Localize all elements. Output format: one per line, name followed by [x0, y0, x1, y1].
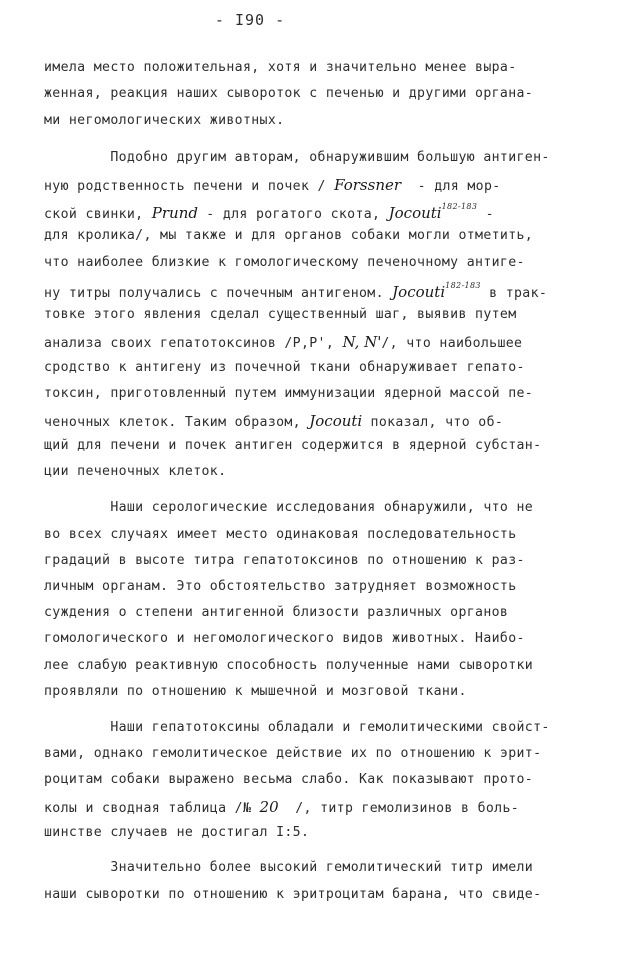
handwritten-insert: Jocouti: [388, 204, 442, 222]
text-line: шинстве случаев не достигал I:5.: [44, 825, 310, 840]
text-line: Наши гепатотоксины обладали и гемолитическими свойст-: [44, 720, 550, 735]
text-line: для кролика/, мы также и для органов собаки могли отметить,: [44, 228, 534, 243]
handwritten-insert: 20: [259, 798, 279, 816]
text-line: Наши серологические исследования обнаружили, что не: [44, 500, 534, 515]
text-line: [44, 176, 501, 194]
handwritten-insert: Jocouti: [392, 283, 446, 301]
text-line: суждения о степени антигенной близости различных органов: [44, 605, 509, 620]
handwritten-insert: N, N': [342, 333, 382, 351]
text-line: что наиболее близкие к гомологическому печеночному антиге-: [44, 255, 525, 270]
text-fragment: ской свинки,: [44, 207, 152, 222]
page-number: - I90 -: [214, 11, 286, 29]
text-fragment: - для рогатого скота,: [197, 207, 389, 222]
text-fragment: колы и сводная таблица /№: [44, 801, 260, 816]
text-fragment: ченочных клеток. Таким образом,: [44, 415, 310, 430]
text-line: сродство к антигену из почечной ткани обнаруживает гепато-: [44, 360, 525, 375]
text-fragment: - для мор-: [401, 179, 501, 194]
text-line: лее слабую реактивную способность полученные нами сыворотки: [44, 658, 534, 673]
text-line: [44, 333, 522, 351]
text-line: Подобно другим авторам, обнаружившим большую антиген-: [44, 150, 550, 165]
text-fragment: ную родственность печени и почек /: [44, 179, 335, 194]
text-line: личным органам. Это обстоятельство затрудняет возможность: [44, 579, 517, 594]
text-line: [44, 202, 494, 222]
text-line: щий для печени и почек антиген содержится в ядерной субстан-: [44, 438, 542, 453]
text-fragment: анализа своих гепатотоксинов /Р,Р',: [44, 336, 343, 351]
text-line: ции печеночных клеток.: [44, 464, 227, 479]
text-line: ми негомологических животных.: [44, 113, 285, 128]
text-line: товке этого явления сделал существенный шаг, выявив путем: [44, 307, 517, 322]
text-fragment: ну титры получались с почечным антигеном.: [44, 286, 393, 301]
text-line: имела место положительная, хотя и значительно менее выра-: [44, 60, 517, 75]
text-fragment: в трак-: [480, 286, 548, 301]
text-line: токсин, приготовленный путем иммунизации ядерной массой пе-: [44, 386, 534, 401]
text-fragment: показал, что об-: [362, 415, 504, 430]
text-line: гомологического и негомологического видов животных. Наибо-: [44, 631, 525, 646]
handwritten-insert: Jocouti: [309, 412, 363, 430]
text-line: [44, 281, 547, 301]
handwritten-insert: Forssner: [334, 176, 402, 194]
text-fragment: /, что наибольшее: [381, 336, 523, 351]
text-line: градаций в высоте титра гепатотоксинов по отношению к раз-: [44, 553, 525, 568]
text-line: проявляли по отношению к мышечной и мозговой ткани.: [44, 684, 467, 699]
text-line: вами, однако гемолитическое действие их по отношению к эрит-: [44, 746, 542, 761]
text-fragment: -: [477, 207, 494, 222]
text-line: роцитам собаки выражено весьма слабо. Как показывают прото-: [44, 772, 534, 787]
text-line: [44, 412, 503, 430]
text-line: наши сыворотки по отношению к эритроцитам барана, что свиде-: [44, 887, 542, 902]
text-line: [44, 798, 519, 816]
reference-superscript: 182-183: [441, 202, 478, 211]
handwritten-insert: Prund: [151, 204, 198, 222]
text-line: женная, реакция наших сывороток с печенью и другими органа-: [44, 86, 534, 101]
text-line: во всех случаях имеет место одинаковая последовательность: [44, 527, 517, 542]
reference-superscript: 182-183: [445, 281, 481, 290]
text-line: Значительно более высокий гемолитический титр имели: [44, 860, 534, 875]
text-fragment: /, титр гемолизинов в боль-: [278, 801, 520, 816]
